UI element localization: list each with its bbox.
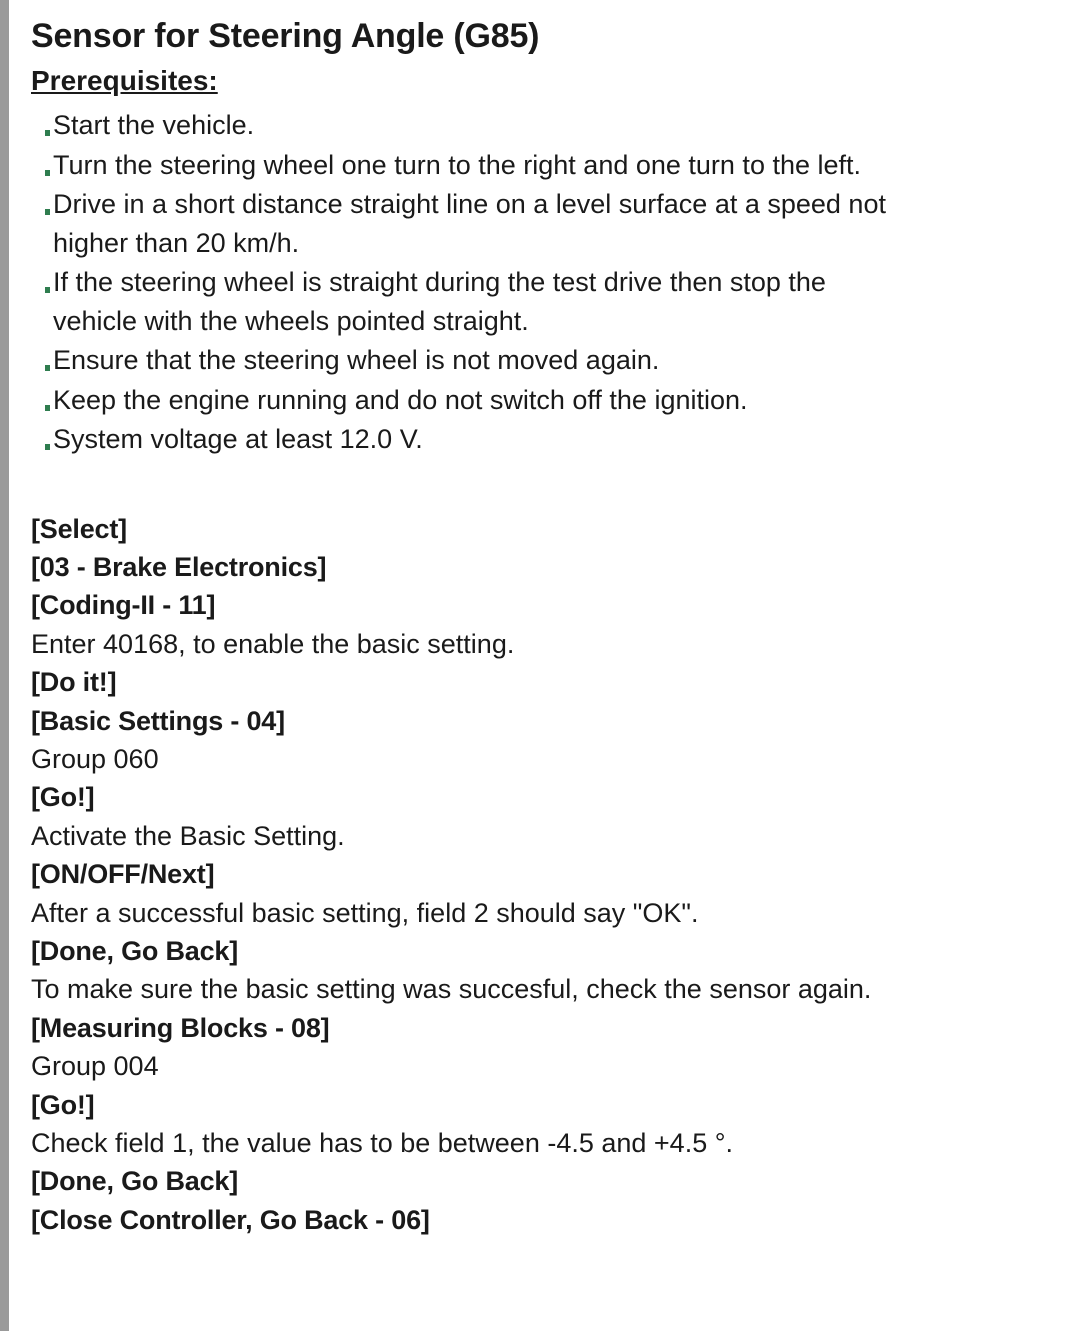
bullet-icon <box>45 287 50 293</box>
step-line: [Go!] <box>31 782 95 813</box>
prerequisite-text: If the steering wheel is straight during the test drive then stop the vehicle with the wheels pointed straight. <box>53 267 826 336</box>
page-title: Sensor for Steering Angle (G85) <box>31 17 540 55</box>
step-line: [Done, Go Back] <box>31 935 239 966</box>
prerequisite-text: Turn the steering wheel one turn to the right and one turn to the left. <box>53 149 862 180</box>
step-line: [Do it!] <box>31 667 117 698</box>
prerequisite-text: Drive in a short distance straight line on a level surface at a speed not higher than 20 km/h. <box>53 189 886 258</box>
step-line: [Coding-II - 11] <box>31 590 216 621</box>
step-line: Group 004 <box>31 1051 159 1082</box>
procedure-steps <box>31 510 1051 1240</box>
step-line: Enter 40168, to enable the basic setting. <box>31 628 515 659</box>
prerequisites-heading: Prerequisites: <box>31 65 218 96</box>
step-line: After a successful basic setting, field 2 should say "OK". <box>31 897 699 928</box>
prerequisite-item <box>31 146 901 185</box>
left-border-bar <box>0 0 9 1331</box>
document-page <box>31 14 1051 1239</box>
prerequisites-list <box>31 106 901 459</box>
step-line: To make sure the basic setting was succesful, check the sensor again. <box>31 974 872 1005</box>
bullet-icon <box>45 170 50 176</box>
step-line: [Go!] <box>31 1089 95 1120</box>
step-line: [03 - Brake Electronics] <box>31 551 327 582</box>
prerequisite-item <box>31 381 901 420</box>
step-line: [Close Controller, Go Back - 06] <box>31 1204 430 1235</box>
step-line: Activate the Basic Setting. <box>31 820 345 851</box>
prerequisite-item <box>31 341 901 380</box>
prerequisite-item <box>31 420 901 459</box>
step-line: [Measuring Blocks - 08] <box>31 1012 330 1043</box>
bullet-icon <box>45 365 50 371</box>
prerequisite-text: Ensure that the steering wheel is not moved again. <box>53 345 660 375</box>
prerequisite-item <box>31 106 901 145</box>
bullet-icon <box>45 209 50 215</box>
prerequisite-text: System voltage at least 12.0 V. <box>53 424 423 454</box>
step-line: [ON/OFF/Next] <box>31 859 215 890</box>
step-line: [Select] <box>31 513 127 544</box>
step-line: [Basic Settings - 04] <box>31 705 285 736</box>
step-line: Check field 1, the value has to be between -4.5 and +4.5 °. <box>31 1128 734 1158</box>
bullet-icon <box>45 130 50 136</box>
prerequisite-item <box>31 185 901 262</box>
bullet-icon <box>45 405 50 411</box>
prerequisite-text: Start the vehicle. <box>53 110 255 140</box>
step-line: Group 060 <box>31 743 159 774</box>
bullet-icon <box>45 444 50 450</box>
prerequisite-text: Keep the engine running and do not switch off the ignition. <box>53 384 748 415</box>
prerequisite-item <box>31 263 901 340</box>
step-line: [Done, Go Back] <box>31 1166 239 1197</box>
